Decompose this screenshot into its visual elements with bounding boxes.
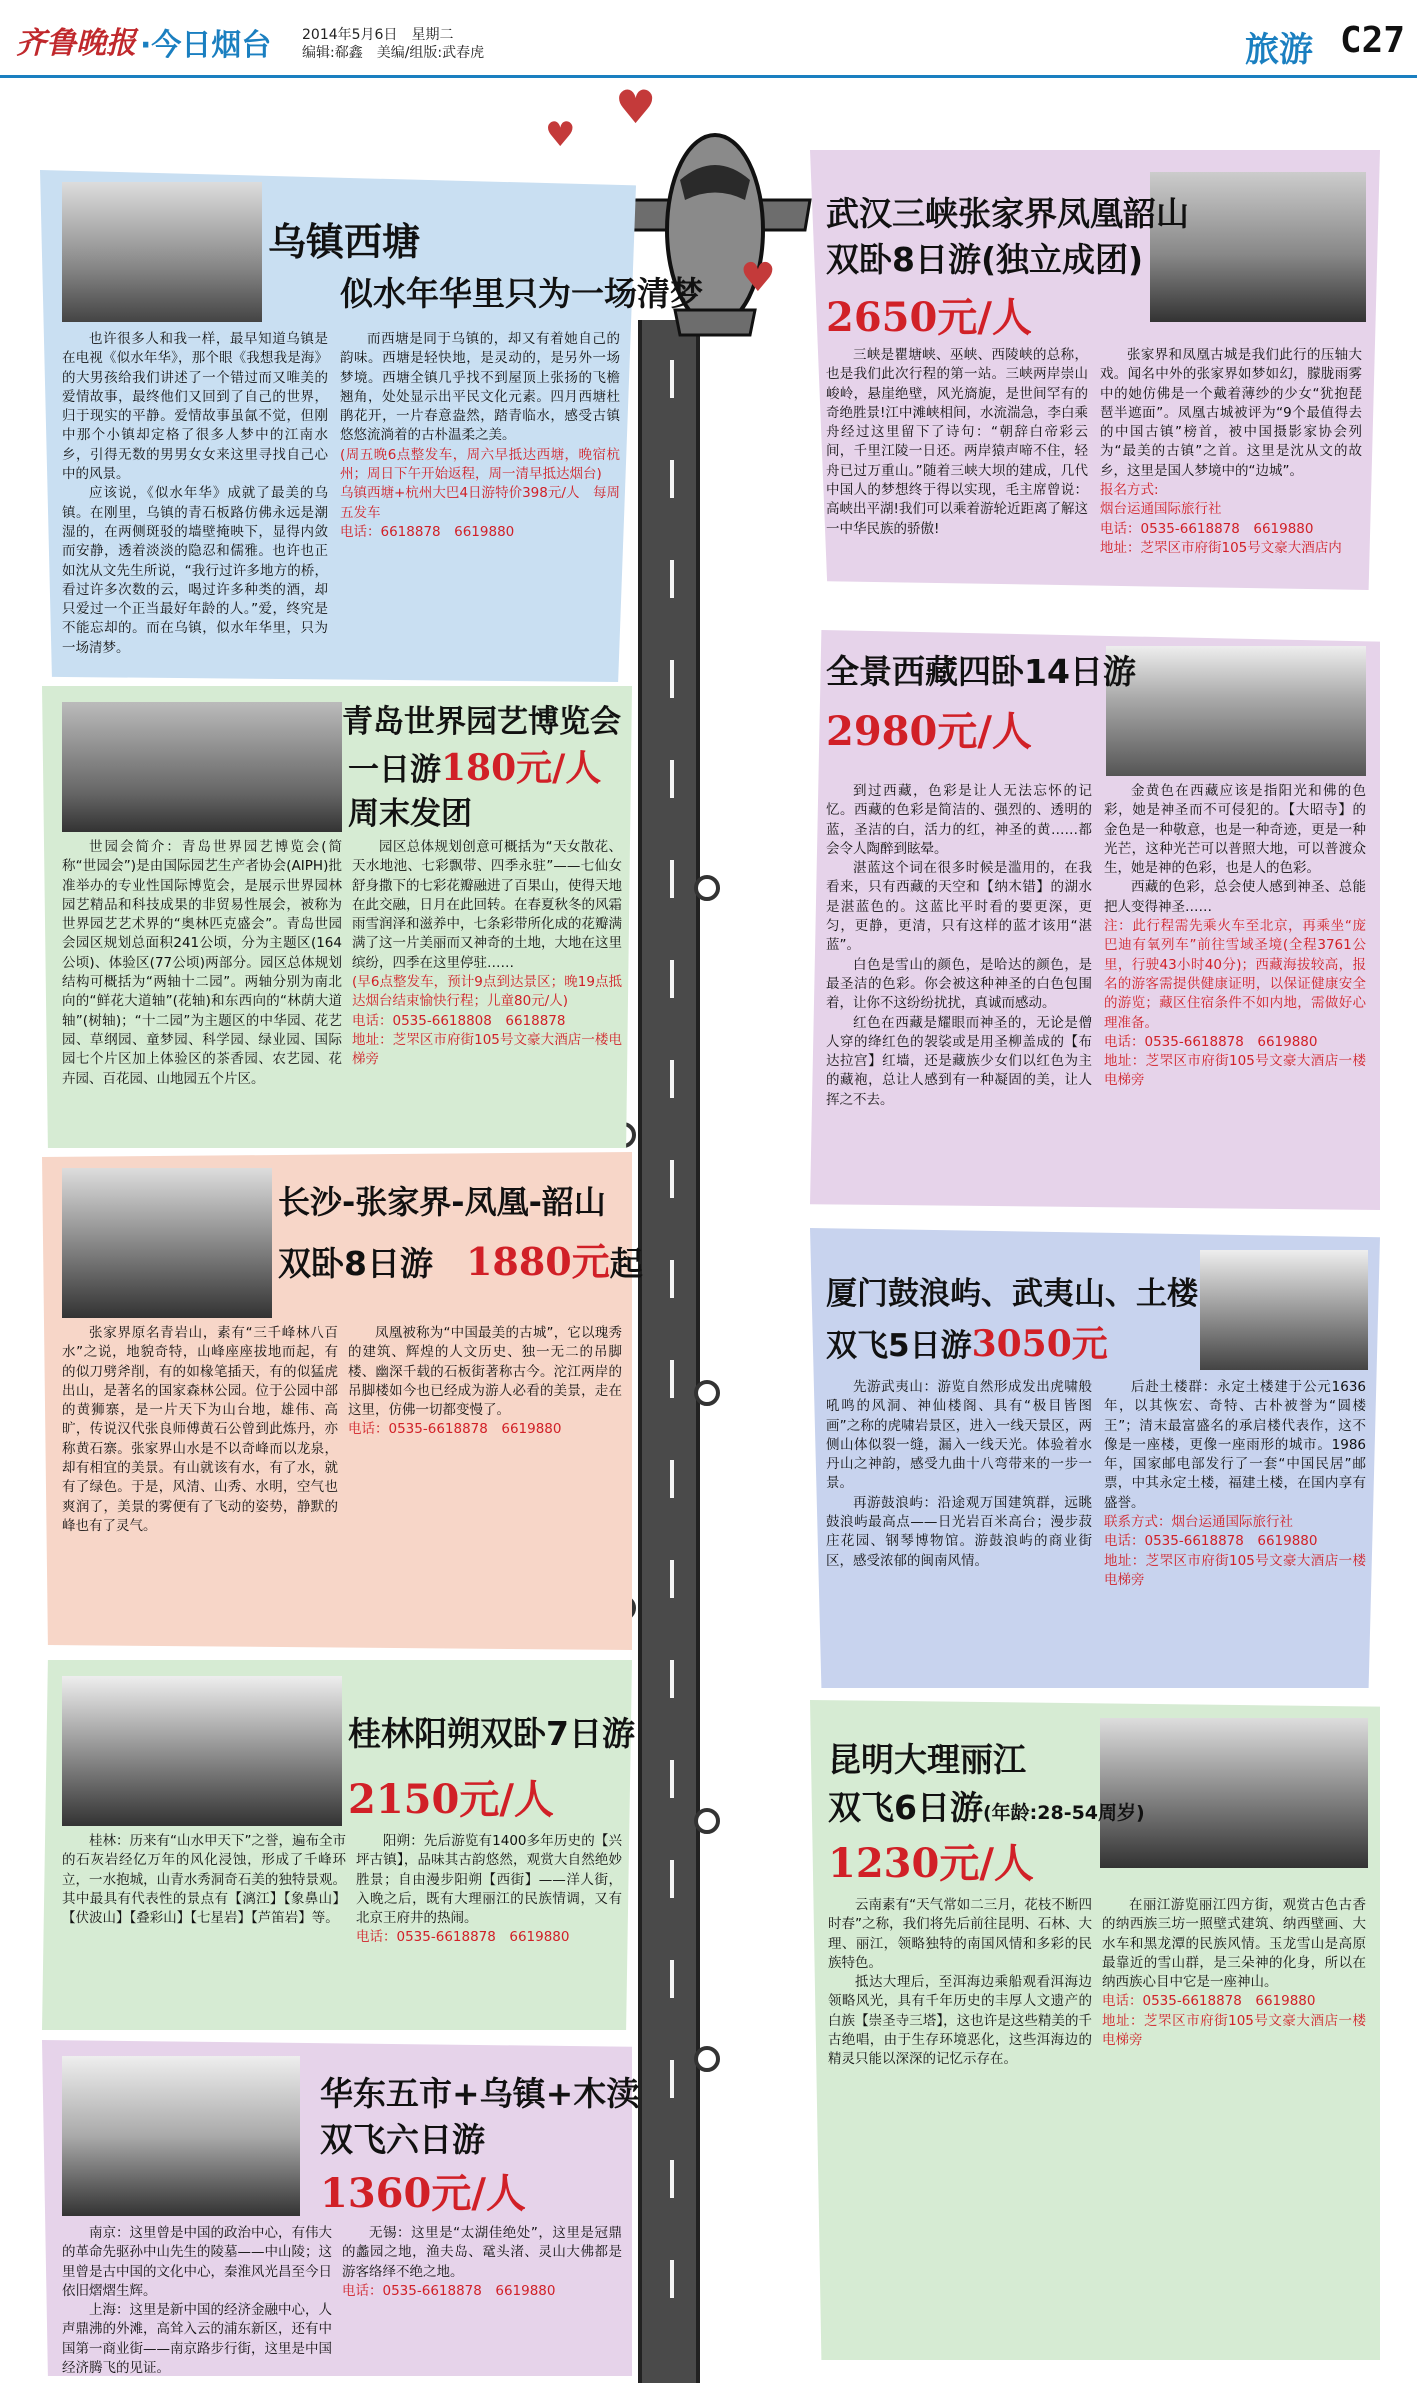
article-body-left: 到过西藏，色彩是让人无法忘怀的记忆。西藏的色彩是简洁的、强烈的、透明的蓝，圣洁的白，活力的红，神圣的黄……都会令人陶醉到眩晕。 湛蓝这个词在很多时候是滥用的，在我看来，只有西藏的天空和【纳木错】的湖水是湛蓝色的。这蓝比平时看的要更深，更匀，更静，更清，只有这样的蓝才该用“湛蓝”。 白色是雪山的颜色，是哈达的颜色，是最圣洁的色彩。你会被这种神圣的白色包围着，让你不这纷纷扰扰，真诚而感动。 红色在西藏是耀眼而神圣的，无论是僧人穿的绛红色的袈裟或是用圣柳盖成的【布达拉宫】红墙，还是藏族少女们以红色为主的藏袍，总让人感到有一种凝固的美，让人挥之不去。 [826,783,1092,1108]
article-price: 3050元 [971,1323,1108,1365]
article-price: 180元/人 [441,747,602,789]
article-title: 青岛世界园艺博览会 [342,704,621,740]
agency: 烟台运通国际旅行社 [1100,501,1222,518]
article-changsha [42,1152,643,1650]
section-name: 旅游 [1245,30,1313,70]
article-body-left: 也许很多人和我一样，最早知道乌镇是在电视《似水年华》，那个眼《我想我是海》的大男孩给我们讲述了一个错过而又唯美的爱情故事，最终他们又回到了自己的世界，归于现实的平静。爱情故事虽氤不觉，但刚中那个小镇却定格了很多人梦中的江南水乡，引得无数的男男女女来这里寻找自己心中的风景。 应该说，《似水年华》成就了最美的乌镇。在刚里，乌镇的青石板路仿佛永远是潮湿的，在两侧斑驳的墙壁掩映下，显得内敛而安静，透着淡淡的隐忍和儒雅。也许也正如沈从文先生所说，“我行过许多地方的桥，看过许多次数的云，喝过许多种类的酒，却只爱过一个正当最好年龄的人。”爱，终究是不能忘却的。而在乌镇，似水年华里，只为一场清梦。 [62,331,328,656]
phone: 电话：0535-6618808 6618878 [352,1012,566,1029]
issue-meta [302,26,484,62]
page-number: C27 [1340,20,1406,61]
road-dash [670,2060,674,2098]
address: 地址：芝罘区市府街105号文豪大酒店一楼电梯旁 [1102,2012,1366,2049]
article-title: 乌镇西塘 [268,220,421,264]
article-price: 1230元/人 [828,1840,1034,1887]
article-price: 2150元/人 [348,1776,554,1823]
article-subtitle: 双飞6日游(年龄:28-54周岁) [828,1788,1145,1827]
page-header [0,0,1417,78]
article-price: 2980元/人 [826,708,1032,755]
article-guilin [42,1660,635,2030]
schedule: (早6点整发车，预计9点到达景区；晚19点抵达烟台结束愉快行程；儿童80元/人) [352,974,622,1010]
article-title: 昆明大理丽江 [828,1740,1026,1779]
road-dash [670,1860,674,1898]
photo-tibet [1106,646,1366,776]
masthead-sub: ·今日烟台 [140,28,272,63]
road-dash [670,860,674,898]
article-body-right: 无锡：这里是“太湖佳绝处”，这里是冠鼎的蠡园之地，渔夫岛、鼋头渚、灵山大佛都是游客络绎不绝之地。 电话：0535-6618878 6619880 [342,2224,622,2370]
article-body-left: 世园会简介：青岛世界园艺博览会(简称“世园会”)是由国际园艺生产者协会(AIPH)批准举办的专业性国际博览会，是展示世界园林园艺精品和科技成果的非贸易性展会，被称为世界园艺艺术界的“奥林匹克盛会”。青岛世园会园区规划总面积241公顷，分为主题区(164公顷)、体验区(77公顷)两部分。园区总体规划结构可概括为“两轴十二园”。两轴分别为南北向的“鲜花大道轴”(花轴)和东西向的“林荫大道轴”(树轴)；“十二园”为主题区的中华园、花艺园、草纲园、童梦园、科学园、绿业园、国际园七个片区加上体验区的茶香园、农艺园、花卉园、百花园、山地园五个片区。 [62,839,342,1087]
heart-icon: ♥ [615,80,657,134]
road-dash [670,960,674,998]
photo-xiamen [1200,1250,1368,1370]
article-east-china [42,2040,640,2377]
heart-icon: ♥ [740,255,776,301]
phone: 电话：0535-6618878 6619880 [1102,1993,1316,2010]
article-body-right: 金黄色在西藏应该是指阳光和佛的色彩，她是神圣而不可侵犯的。【大昭寺】的金色是一种敬意，也是一种奇迹，更是一种光芒，这种光芒可以普照大地，可以普渡众生，她是神的色彩，也是人的色彩。 西藏的色彩，总会使人感到神圣、总能把人变得神圣…… 注：此行程需先乘火车至北京，再乘坐“庞巴迪有氧列车”前往雪域圣境(全程3761公里，行驶43小时40分)；西藏海拔较高，报名的游客需提供健康证明，以保证健康安全的游览；藏区住宿条件不如内地，需做好心理准备。 电话：0535-6618878 6619880 地址：芝罘区市府街105号文豪大酒店一楼电梯旁 [1104,782,1366,1202]
contact: 联系方式：烟台运通国际旅行社 [1104,1514,1293,1531]
address: 地址：芝罘区市府街105号文豪大酒店内 [1100,539,1342,556]
phone: 电话：6618878 6619880 [340,523,515,540]
article-body-right: 园区总体规划创意可概括为“天女散花、天水地池、七彩飘带、四季永驻”——七仙女舒身撒下的七彩花瓣融进了百果山，使得天地在此交融，日月在此回转。在春夏秋冬的风霜雨雪润泽和滋养中，七条彩带所化成的花瓣满满了这一片美丽而又神奇的土地，大地在这里缤纷，四季在这里停驻…… (早6点整发车，预计9点到达景区；晚19点抵达烟台结束愉快行程；儿童80元/人) 电话：0535-6618808 6618878 地址：芝罘区市府街105号文豪大酒店一楼电梯旁 [352,838,622,1140]
road-dash [670,2260,674,2298]
photo-shanghai [62,2056,300,2216]
heart-icon: ♥ [545,115,576,155]
article-title: 华东五市+乌镇+木渎 [320,2074,640,2113]
address: 地址：芝罘区市府街105号文豪大酒店一楼电梯旁 [1104,1552,1366,1588]
phone: 电话：0535-6618878 6619880 [356,1929,570,1946]
signup: 报名方式: [1100,482,1159,499]
phone: 电话：0535-6618878 6619880 [1104,1533,1318,1550]
article-subtitle: 双飞六日游 [320,2120,485,2159]
article-body-left: 云南素有“天气常如二三月，花枝不断四时春”之称，我们将先后前往昆明、石林、大理、丽江，领略独特的南国风情和多彩的民族特色。 抵达大理后，至洱海边乘船观看洱海边领略风光，具有千年历史的丰厚人文遗产的白族【崇圣寺三塔】，这也许是这些精美的千古绝唱，由于生存环境恶化，这些洱海边的精灵只能以深深的记忆示存在。 [828,1897,1092,2068]
article-body-right: 张家界和凤凰古城是我们此行的压轴大戏。闻名中外的张家界如梦如幻，朦胧雨雾中的她仿佛是一个戴着薄纱的少女“犹抱琵琶半遮面”。凤凰古城被评为“9个最值得去的中国古镇”榜首，被中国摄影家协会列为“最美的古镇”之首。这里是沈从文的故乡，这里是国人梦境中的“边城”。 报名方式: 烟台运通国际旅行社 电话：0535-6618878 6619880 地址：芝罘区市府街105号文豪大酒店内 [1100,346,1362,582]
road-marker [694,1380,720,1406]
article-wuzhen [40,170,703,682]
article-body-left: 三峡是瞿塘峡、巫峡、西陵峡的总称，也是我们此次行程的第一站。三峡两岸崇山峻岭，悬崖绝壁，风光旖旎，是世间罕有的奇绝胜景!江中滩峡相间，水流湍急，李白乘舟经过这里留下了诗句：“朝辞白帝彩云间，千里江陵一日还。两岸猿声啼不住，轻舟已过万重山。”随着三峡大坝的建成，几代中国人的梦想终于得以实现，毛主席曾说：高峡出平湖!我们可以乘着游轮近距离了解这一中华民族的骄傲! [826,347,1088,537]
article-subtitle: 双卧8日游 1880元起 [278,1239,643,1284]
article-title: 武汉三峡张家界凤凰韶山 [826,194,1189,233]
article-yunnan [810,1700,1380,2360]
article-body-right: 凤凰被称为“中国最美的古城”，它以瑰秀的建筑、辉煌的人文历史、独一无二的吊脚楼、幽深千载的石板街著称古今。沱江两岸的吊脚楼如今也已经成为游人必看的美景，走在这里，仿佛一切都变慢了。 电话：0535-6618878 6619880 [348,1324,622,1642]
article-tibet [810,630,1380,1210]
article-body-left: 先游武夷山：游览自然形成发出虎啸般吼鸣的风洞、神仙楼阁、具有“极目皆图画”之称的虎啸岩景区，进入一线天景区，两侧山体似裂一缝，漏入一线天光。体验着水丹山之神韵，感受九曲十八弯带来的一步一景。 再游鼓浪屿：沿途观万国建筑群，远眺鼓浪屿最高点——日光岩百米高台；漫步菽庄花园、钢琴博物馆。游鼓浪屿的商业街区，感受浓郁的闽南风情。 [826,1379,1092,1569]
article-body-left: 桂林：历来有“山水甲天下”之誉，遍布全市的石灰岩经亿万年的风化浸蚀，形成了千峰环立，一水抱城，山青水秀洞奇石美的独特景观。其中最具有代表性的景点有【漓江】【象鼻山】【伏波山】【叠彩山】【七星岩】【芦笛岩】等。 [62,1833,346,1927]
article-body-right: 阳朔：先后游览有1400多年历史的【兴坪古镇】，品味其古韵悠然，观赏大自然绝妙胜景；自由漫步阳朔【西街】——洋人街，入晚之后，既有大理丽江的民族情调，又有北京王府井的热闹。 电话：0535-6618878 6619880 [356,1832,622,2022]
road-dash [670,1060,674,1098]
phone: 电话：0535-6618878 6619880 [1104,1033,1318,1050]
road-dash [670,760,674,798]
road-dash [670,1660,674,1698]
article-body-right: 而西塘是同于乌镇的，却又有着她自己的韵味。西塘是轻快地，是灵动的，是另外一场梦境。西塘全镇几乎找不到屋顶上张扬的飞檐翘角，处处显示出平民文化元素。四月西塘杜鹃花开，一片春意盎然，踏青临水，感受古镇悠悠流淌着的古朴温柔之美。 (周五晚6点整发车，周六早抵达西塘，晚宿杭州；周日下午开始返程，周一清早抵达烟台) 乌镇西塘+杭州大巴4日游特价398元/人 每周五发车 电话：6618878 6619880 [340,330,620,674]
article-body-left: 南京：这里曾是中国的政治中心，有伟大的革命先驱孙中山先生的陵墓——中山陵；这里曾是古中国的文化中心，秦淮风光昌至今日依旧熠熠生辉。 上海：这里是新中国的经济金融中心，人声鼎沸的外滩，高耸入云的浦东新区，还有中国第一商业街——南京路步行街，这里是中国经济腾飞的见证。 [62,2225,332,2377]
article-title: 厦门鼓浪屿、武夷山、土楼 [826,1276,1198,1312]
phone: 电话：0535-6618878 6619880 [348,1421,562,1438]
phone: 电话：0535-6618878 6619880 [342,2282,556,2299]
photo-wuzhen [62,182,262,322]
road-dash [670,1260,674,1298]
note: 注：此行程需先乘火车至北京，再乘坐“庞巴迪有氧列车”前往雪域圣境(全程3761公里，行驶43小时40分)；西藏海拔较高，报名的游客需提供健康证明，以保证健康安全的游览；藏区住宿条件不如内地，需做好心理准备。 [1104,918,1366,1031]
masthead: 齐鲁晚报 [16,26,136,61]
road-dash [670,1460,674,1498]
road-dash [670,560,674,598]
photo-expo [62,702,342,832]
address: 地址：芝罘区市府街105号文豪大酒店一楼电梯旁 [1104,1053,1366,1089]
article-xiamen [810,1228,1380,1688]
schedule: (周五晚6点整发车，周六早抵达西塘，晚宿杭州；周日下午开始返程，周一清早抵达烟台) [340,446,620,483]
photo-zhangjiajie [62,1168,272,1318]
road-dash [670,1160,674,1198]
road-marker [694,2046,720,2072]
photo-guilin [62,1676,342,1826]
article-title-3: 周末发团 [348,796,472,832]
road-dash [670,1960,674,1998]
road-marker [694,1808,720,1834]
road-dash [670,1360,674,1398]
article-price: 2650元/人 [826,294,1032,341]
article-subtitle: 双飞5日游3050元 [826,1323,1108,1365]
phone: 电话：0535-6618878 6619880 [1100,520,1314,537]
article-qingdao-expo [42,686,632,1148]
road-dash [670,360,674,398]
article-title: 长沙-张家界-凤凰-韶山 [278,1183,606,1221]
article-subtitle: 双卧8日游(独立成团) [826,240,1144,279]
article-subtitle: 似水年华里只为一场清梦 [340,274,703,313]
article-three-gorges [810,150,1380,590]
road-dash [670,1560,674,1598]
road-dash [670,1760,674,1798]
issue-editors: 编辑:郗鑫 美编/组版:武春虎 [302,45,485,61]
road-dash [670,2160,674,2198]
age-note: (年龄:28-54周岁) [982,1802,1145,1824]
offer: 乌镇西塘+杭州大巴4日游特价398元/人 每周五发车 [340,485,620,521]
article-body-right: 后赴土楼群：永定土楼建于公元1636年，以其恢宏、奇特、古朴被誉为“圆楼王”；清末最富盛名的承启楼代表作，这不像是一座楼，更像一座雨形的城市。1986年，国家邮电部发行了一套“中国民居”邮票，中其永定土楼，福建土楼，在国内享有盛誉。 联系方式：烟台运通国际旅行社 电话：0535-6618878 6619880 地址：芝罘区市府街105号文豪大酒店一楼电梯旁 [1104,1378,1366,1680]
address: 地址：芝罘区市府街105号文豪大酒店一楼电梯旁 [352,1031,622,1068]
article-price: 1880元 [465,1239,610,1284]
article-subtitle: 一日游180元/人 [348,747,602,789]
article-title: 桂林阳朔双卧7日游 [348,1714,635,1753]
road-dash [670,660,674,698]
road-divider [638,320,700,2383]
article-price: 1360元/人 [320,2170,526,2217]
road-dash [670,460,674,498]
road-marker [694,875,720,901]
issue-date: 2014年5月6日 星期二 [302,27,454,43]
article-body-right: 在丽江游览丽江四方街，观赏古色古香的纳西族三坊一照壁式建筑、纳西壁画、大水车和黑龙潭的民族风情。玉龙雪山是高原最靠近的雪山群，是三朵神的化身，所以在纳西族心目中它是一座神山。 电话：0535-6618878 6619880 地址：芝罘区市府街105号文豪大酒店一楼电梯旁 [1102,1896,1366,2352]
article-body-left: 张家界原名青岩山，素有“三千峰林八百水”之说，地貌奇特，山峰座座拔地而起，有的似刀劈斧削，有的如椽笔插天，有的似猛虎出山，是著名的国家森林公园。位于公园中部的黄狮寨，是一片天下为山台地，雄伟、高旷，传说汉代张良师傅黄石公曾到此炼丹，亦称黄石寨。张家界山水是不以奇峰而以龙泉，却有相宜的美景。有山就该有水，有了水，就有了绿色。于是，风清、山秀、水明，空气也爽润了，美景的雾便有了飞动的姿势，静默的峰也有了灵气。 [62,1325,338,1534]
article-title: 全景西藏四卧14日游 [826,652,1136,691]
